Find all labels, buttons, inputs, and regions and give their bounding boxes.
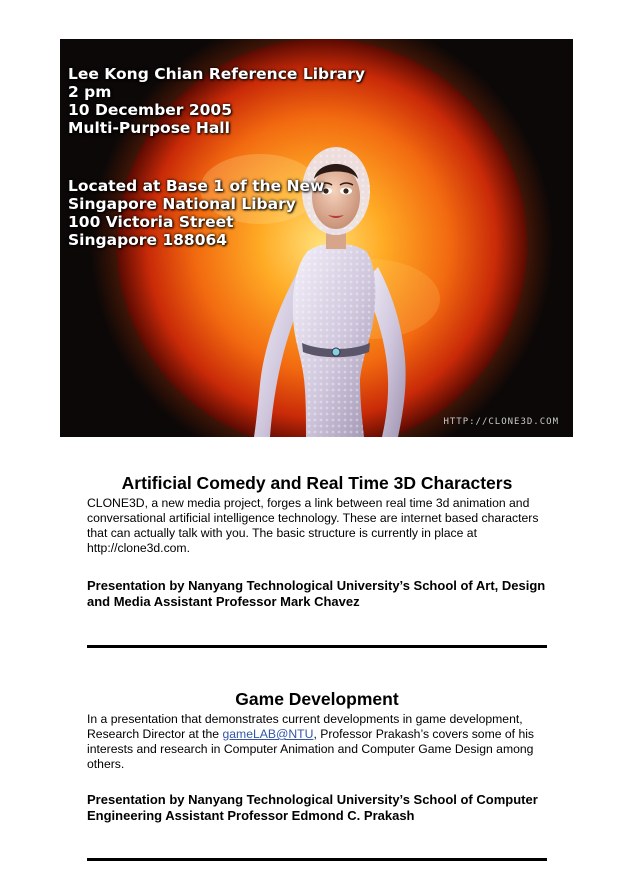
venue-library-name: Lee Kong Chian Reference Library [68,65,365,83]
gamelab-link[interactable]: gameLAB@NTU [222,727,314,741]
talk-presenter: Presentation by Nanyang Technological University’s School of Computer Engineering Assistant Professor Edmond C. Prakash [87,792,538,823]
address-line-4: Singapore 188064 [68,231,228,249]
talk-description: CLONE3D, a new media project, forges a link between real time 3d animation and conversational artificial intelligence technology. These are internet based characters that can actually talk with you. The basic structure is currently in place at http://clone3d.com. [87,496,539,555]
section-divider [87,858,547,861]
talk-presenter: Presentation by Nanyang Technological University’s School of Art, Design and Media Assistant Professor Mark Chavez [87,578,546,609]
address-line-3: 100 Victoria Street [68,213,234,231]
event-details [68,65,365,137]
talk-section-games [87,688,547,824]
event-address [68,177,324,249]
event-poster-image [60,39,573,437]
event-date: 10 December 2005 [68,101,232,119]
event-hall: Multi-Purpose Hall [68,119,230,137]
talk-description [87,712,547,772]
address-line-1: Located at Base 1 of the New [68,177,325,195]
talk-title: Artificial Comedy and Real Time 3D Characters [121,473,513,493]
talk-title: Game Development [235,689,399,709]
talk-section-comedy [87,472,547,610]
section-divider [87,645,547,648]
event-time: 2 pm [68,83,112,101]
image-watermark: HTTP://CLONE3D.COM [443,417,559,427]
description-text-start: In a presentation that demonstrates current developments in game development, Research Director at the [87,712,523,741]
address-line-2: Singapore National Libary [68,195,296,213]
description-text-end: , Professor Prakash’s covers some of his interests and research in Computer Animation and Computer Game Design among others. [87,727,535,771]
